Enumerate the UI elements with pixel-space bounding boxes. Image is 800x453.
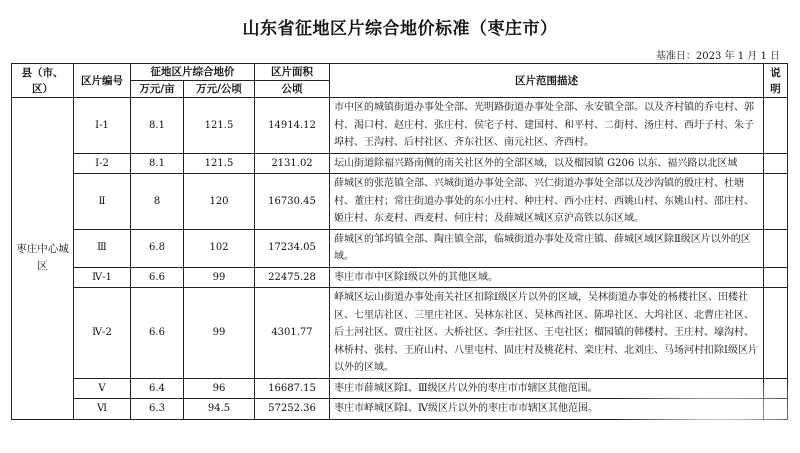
zone-no: Ⅳ-1	[74, 267, 131, 288]
price-ha: 94.5	[184, 399, 255, 420]
table-row	[12, 174, 788, 230]
header-zone-no: 区片编号	[74, 64, 131, 98]
zone-no: Ⅳ-2	[74, 288, 131, 379]
zone-scope: 市中区的城镇街道办事处全部、光明路街道办事处全部、永安镇全部。以及齐村镇的乔屯村、郭村、渴口村、赵庄村、张庄村、侯宅子村、建国村、和平村、二街村、汤庄村、西圩子村、朱子埠村、王沟村、后村社区、齐东社区、南元社区、齐西村。	[330, 98, 764, 154]
header-area: 区片面积	[255, 64, 330, 81]
price-ha: 121.5	[184, 98, 255, 154]
header-county: 县（市、区）	[12, 64, 74, 98]
price-mu: 8	[131, 174, 184, 230]
zone-no: Ⅴ	[74, 378, 131, 399]
price-ha: 99	[184, 288, 255, 379]
page-title: 山东省征地区片综合地价标准（枣庄市）	[242, 19, 558, 39]
zone-scope: 枣庄市市中区除Ⅰ级以外的其他区域。	[330, 267, 764, 288]
price-ha: 96	[184, 378, 255, 399]
zone-scope: 枣庄市薛城区除Ⅰ、Ⅲ级区片以外的枣庄市市辖区其他范围。	[330, 378, 764, 399]
price-ha: 99	[184, 267, 255, 288]
price-mu: 6.4	[131, 378, 184, 399]
price-mu: 6.3	[131, 399, 184, 420]
price-mu: 8.1	[131, 98, 184, 154]
zone-area: 2131.02	[255, 153, 330, 174]
table-row	[12, 153, 788, 174]
zone-note	[764, 174, 788, 230]
zone-note	[764, 98, 788, 154]
table-row	[12, 288, 788, 379]
header-area-unit: 公顷	[255, 81, 330, 98]
zone-area: 22475.28	[255, 267, 330, 288]
zone-area: 57252.36	[255, 399, 330, 420]
table-row	[12, 267, 788, 288]
price-ha: 102	[184, 229, 255, 267]
base-date: 基准日：2023 年 1 月 1 日	[655, 51, 780, 62]
land-price-table	[11, 63, 788, 420]
price-mu: 8.1	[131, 153, 184, 174]
zone-area: 16730.45	[255, 174, 330, 230]
zone-scope: 坛山街道除福兴路南侧的南关社区外的全部区域，以及榴园镇 G206 以东、福兴路以北区域	[330, 153, 764, 174]
table-row	[12, 229, 788, 267]
zone-no: Ⅲ	[74, 229, 131, 267]
zone-note	[764, 229, 788, 267]
table-row	[12, 98, 788, 154]
header-price-ha: 万元/公顷	[184, 81, 255, 98]
zone-scope: 薛城区的张范镇全部、兴城街道办事处全部、兴仁街道办事处全部以及沙沟镇的殷庄村、杜塘村、董庄村；常庄街道办事处的东小庄村、种庄村、西小庄村、西姚山村、东姚山村、邵庄村、姬庄村、东麦村、西麦村、何庄村；及薛城区城区京沪高铁以东区域。	[330, 174, 764, 230]
price-ha: 121.5	[184, 153, 255, 174]
zone-note	[764, 288, 788, 379]
zone-no: Ⅰ-1	[74, 98, 131, 154]
zone-no: Ⅱ	[74, 174, 131, 230]
zone-area: 4301.77	[255, 288, 330, 379]
zone-area: 14914.12	[255, 98, 330, 154]
zone-no: Ⅰ-2	[74, 153, 131, 174]
zone-scope: 薛城区的邹坞镇全部、陶庄镇全部，临城街道办事处及常庄镇、薛城区域区除Ⅱ级区片以外的区域。	[330, 229, 764, 267]
zone-note	[764, 153, 788, 174]
header-price-group: 征地区片综合地价	[131, 64, 255, 81]
price-ha: 120	[184, 174, 255, 230]
header-scope: 区片范围描述	[330, 64, 764, 98]
zone-scope: 峄城区坛山街道办事处南关社区扣除Ⅰ级区片以外的区域，吴林街道办事处的杨楼社区、田楼社区、七里店社区、三里庄社区、吴林东社区、吴林西社区、陈埠社区、大坞社区、北曹庄社区、后土河社区、贾庄社区、大桥社区、李庄社区、王屯社区；榴园镇的韩楼村、王庄村、壕沟村、林桥村、张村、王府山村、八里屯村、固庄村及桃花村、栾庄村、北刘庄、马场河村扣除Ⅰ级区片以外的区域。	[330, 288, 764, 379]
zone-no: Ⅵ	[74, 399, 131, 420]
zone-area: 17234.05	[255, 229, 330, 267]
header-price-mu: 万元/亩	[131, 81, 184, 98]
zone-note	[764, 267, 788, 288]
watermark-blur	[620, 383, 800, 453]
price-mu: 6.8	[131, 229, 184, 267]
county-cell: 枣庄中心城区	[12, 98, 74, 420]
price-mu: 6.6	[131, 267, 184, 288]
price-mu: 6.6	[131, 288, 184, 379]
zone-scope: 枣庄市峄城区除Ⅰ、Ⅳ级区片以外的枣庄市市辖区其他范围。	[330, 399, 764, 420]
zone-area: 16687.15	[255, 378, 330, 399]
header-note: 说明	[764, 64, 788, 98]
